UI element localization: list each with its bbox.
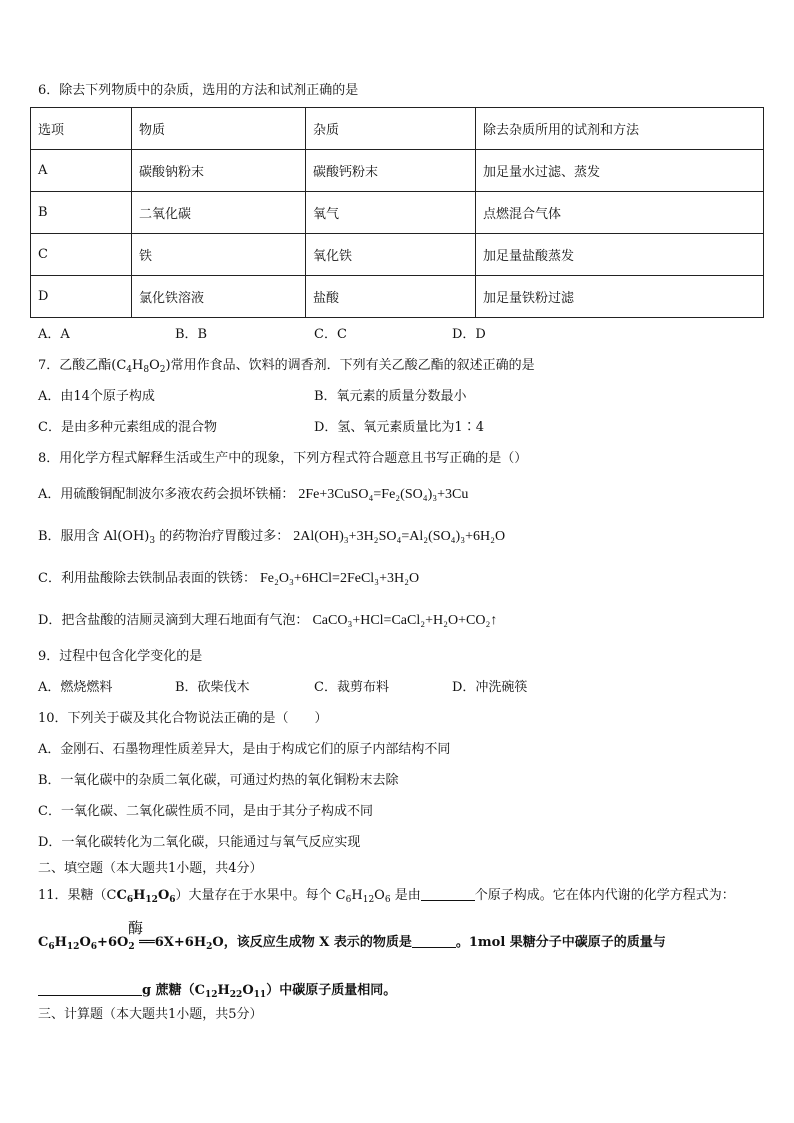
enzyme-label: 酶 xyxy=(128,919,144,937)
formula-element: H xyxy=(217,983,230,998)
formula-element: H xyxy=(351,888,363,903)
option-text: D．把含盐酸的洁厕灵滴到大理石地面有气泡： xyxy=(38,613,309,628)
section-heading: 二、填空题（本大题共1小题，共4分） xyxy=(38,861,263,876)
q11-text: O，该反应生成物 X 表示的物质是 xyxy=(212,935,412,950)
table-cell: 加足量铁粉过滤 xyxy=(476,276,764,318)
q11-line3 xyxy=(38,983,396,999)
q11-text: 11．果糖（C xyxy=(38,888,117,903)
option-text: 的药物治疗胃酸过多： xyxy=(155,529,290,544)
table-header: 选项 xyxy=(31,108,132,150)
answer-blank[interactable] xyxy=(38,983,142,996)
option-text: B．服用含 Al(OH) xyxy=(38,529,150,544)
q6-table xyxy=(30,107,764,318)
option-a[interactable]: A．燃烧燃料 xyxy=(38,680,113,695)
equation: CaCO₃+HCl=CaCl₂+H₂O+CO₂↑ xyxy=(312,613,498,628)
formula-subscript: 2 xyxy=(159,365,166,375)
formula-subscript: 4 xyxy=(126,365,133,375)
formula-subscript: 6 xyxy=(345,895,352,905)
q11-text: 是由 xyxy=(390,888,421,903)
table-cell: 盐酸 xyxy=(306,276,476,318)
q11-line1 xyxy=(38,888,735,904)
table-header-row xyxy=(31,108,764,150)
formula-subscript: 12 xyxy=(204,990,218,1000)
section-heading: 三、计算题（本大题共1小题，共5分） xyxy=(38,1007,263,1022)
option-a[interactable]: A．由14个原子构成 xyxy=(38,389,155,404)
option-b[interactable]: B．氧元素的质量分数最小 xyxy=(314,389,467,404)
table-row xyxy=(31,276,764,318)
formula-subscript: 2 xyxy=(206,942,213,952)
formula-subscript: 6 xyxy=(90,942,98,952)
option-c[interactable]: C．是由多种元素组成的混合物 xyxy=(38,420,217,435)
option-a[interactable]: A．金刚石、石墨物理性质差异大，是由于构成它们的原子内部结构不同 xyxy=(38,742,451,757)
table-cell: 碳酸钙粉末 xyxy=(306,150,476,192)
q8-option-b[interactable] xyxy=(38,529,505,545)
option-b[interactable]: B．B xyxy=(175,327,208,342)
formula-subscript: 11 xyxy=(253,990,267,1000)
formula-subscript: 12 xyxy=(145,895,158,905)
formula-subscript: 6 xyxy=(169,895,176,905)
option-b[interactable]: B．砍柴伐木 xyxy=(175,680,250,695)
q7-stem-suffix: )常用作食品、饮料的调香剂．下列有关乙酸乙酯的叙述正确的是 xyxy=(165,358,535,373)
table-cell: 点燃混合气体 xyxy=(476,192,764,234)
table-cell: C xyxy=(31,234,132,276)
table-cell: 碳酸钠粉末 xyxy=(132,150,306,192)
equation: Fe₂O₃+6HCl=2FeCl₃+3H₂O xyxy=(259,571,420,586)
option-d[interactable]: D．一氧化碳转化为二氧化碳，只能通过与氧气反应实现 xyxy=(38,835,361,850)
table-row xyxy=(31,150,764,192)
option-d[interactable]: D．D xyxy=(452,327,486,342)
answer-blank[interactable] xyxy=(421,888,475,901)
formula-subscript: 6 xyxy=(48,942,55,952)
table-header: 除去杂质所用的试剂和方法 xyxy=(476,108,764,150)
table-cell: B xyxy=(31,192,132,234)
q11-text: ══6X+6H xyxy=(134,935,207,950)
formula-subscript: 22 xyxy=(229,990,243,1000)
table-cell: D xyxy=(31,276,132,318)
q7-stem xyxy=(38,358,535,374)
formula-element: H xyxy=(133,888,146,903)
formula-subscript: 2 xyxy=(128,942,135,952)
table-cell: 氧化铁 xyxy=(306,234,476,276)
formula-element: O xyxy=(79,935,91,950)
equation: 2Fe+3CuSO₄=Fe₂(SO₄)₃+3Cu xyxy=(298,487,469,502)
formula-subscript: 6 xyxy=(384,895,391,905)
formula-element: C xyxy=(116,888,127,903)
formula-element: O xyxy=(149,358,160,373)
option-c[interactable]: C．裁剪布料 xyxy=(314,680,389,695)
table-cell: 二氧化碳 xyxy=(132,192,306,234)
option-text: A．用硫酸铜配制波尔多液农药会损坏铁桶： xyxy=(38,487,295,502)
option-c[interactable]: C．C xyxy=(314,327,347,342)
q11-text: 个原子构成。它在体内代谢的化学方程式为： xyxy=(474,888,735,903)
q8-stem: 8．用化学方程式解释生活或生产中的现象，下列方程式符合题意且书写正确的是（） xyxy=(38,451,528,466)
option-b[interactable]: B．一氧化碳中的杂质二氧化碳，可通过灼热的氧化铜粉末去除 xyxy=(38,773,399,788)
option-text: C．利用盐酸除去铁制品表面的铁锈： xyxy=(38,571,256,586)
formula-element: O xyxy=(157,888,170,903)
q8-option-a[interactable] xyxy=(38,487,468,503)
q6-stem: 6．除去下列物质中的杂质，选用的方法和试剂正确的是 xyxy=(38,83,359,98)
table-cell: 氧气 xyxy=(306,192,476,234)
option-a[interactable]: A．A xyxy=(38,327,70,342)
table-row xyxy=(31,234,764,276)
formula-subscript: 6 xyxy=(126,895,134,905)
table-cell: 加足量水过滤、蒸发 xyxy=(476,150,764,192)
formula-subscript: 3 xyxy=(149,536,156,546)
q7-stem-prefix: 7．乙酸乙酯(C xyxy=(38,358,127,373)
table-cell: 氯化铁溶液 xyxy=(132,276,306,318)
q10-stem: 10．下列关于碳及其化合物说法正确的是（ ） xyxy=(38,711,328,726)
formula-element: H xyxy=(54,935,67,950)
table-cell: 加足量盐酸蒸发 xyxy=(476,234,764,276)
table-row xyxy=(31,192,764,234)
q11-line2 xyxy=(38,935,666,951)
formula-subscript: 12 xyxy=(362,895,375,905)
answer-blank[interactable] xyxy=(412,935,456,948)
formula-element: H xyxy=(132,358,144,373)
q8-option-d[interactable] xyxy=(38,613,497,629)
table-header: 杂质 xyxy=(306,108,476,150)
formula-element: O xyxy=(374,888,385,903)
q9-stem: 9．过程中包含化学变化的是 xyxy=(38,649,203,664)
q11-text: g 蔗糖（C xyxy=(142,983,205,998)
q11-text: ）中碳原子质量相同。 xyxy=(266,983,397,998)
table-cell: A xyxy=(31,150,132,192)
q11-text: C xyxy=(38,935,49,950)
formula-subscript: 8 xyxy=(143,365,150,375)
option-d[interactable]: D．冲洗碗筷 xyxy=(452,680,528,695)
formula-element: O xyxy=(242,983,254,998)
q11-text: ）大量存在于水果中。每个 C xyxy=(175,888,346,903)
q8-option-c[interactable] xyxy=(38,571,419,587)
q11-text: 。1mol 果糖分子中碳原子的质量与 xyxy=(455,935,666,950)
table-cell: 铁 xyxy=(132,234,306,276)
q11-text: +6O xyxy=(97,935,129,950)
formula-subscript: 12 xyxy=(66,942,80,952)
table-header: 物质 xyxy=(132,108,306,150)
option-d[interactable]: D．氢、氧元素质量比为1∶4 xyxy=(314,420,484,435)
equation: 2Al(OH)₃+3H₂SO₄=Al₂(SO₄)₃+6H₂O xyxy=(293,529,506,544)
option-c[interactable]: C．一氧化碳、二氧化碳性质不同，是由于其分子构成不同 xyxy=(38,804,373,819)
